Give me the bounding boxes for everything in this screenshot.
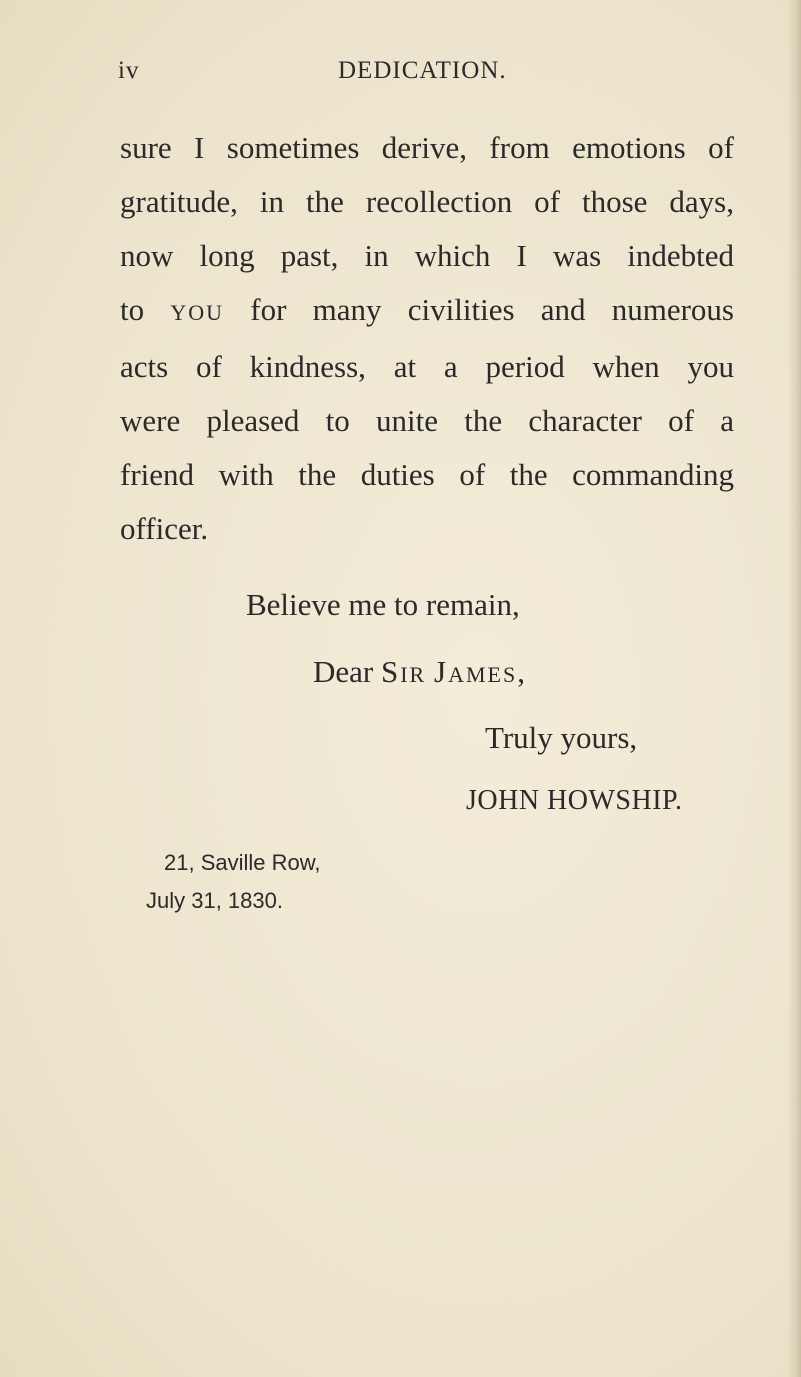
body-line-5: acts of kindness, at a period when you xyxy=(120,349,734,384)
signature-name: JOHN HOWSHIP. xyxy=(466,785,683,816)
body-line-7: friend with the duties of the commanding xyxy=(120,457,734,492)
closing-believe: Believe me to remain, xyxy=(246,587,520,622)
salutation-dear: Dear xyxy=(313,654,374,689)
page-header xyxy=(0,57,801,91)
body-line-4 xyxy=(120,283,734,340)
address-date: July 31, 1830. xyxy=(146,888,283,913)
valediction: Truly yours, xyxy=(485,720,638,755)
body-line-2: gratitude, in the recollection of those days, xyxy=(120,184,734,219)
body-line-6: were pleased to unite the character of a xyxy=(120,403,734,438)
salutation-s: S xyxy=(380,654,401,689)
salutation-ir: IR xyxy=(400,662,427,687)
page-number: iv xyxy=(118,57,140,84)
small-caps-you: YOU xyxy=(170,300,225,325)
body-line-4-end: for many civilities and numerous xyxy=(250,292,734,327)
body-line-1: sure I sometimes derive, from emotions of xyxy=(120,130,734,165)
page-edge-shadow xyxy=(787,0,801,1377)
body-line-8: officer. xyxy=(120,511,209,546)
salutation xyxy=(313,654,525,690)
body-line-3: now long past, in which I was indebted xyxy=(120,238,734,273)
running-head: DEDICATION. xyxy=(338,57,507,84)
salutation-comma: , xyxy=(517,654,525,689)
body-line-4-start: to xyxy=(120,292,145,327)
salutation-ames: AMES xyxy=(448,662,518,687)
address-street: 21, Saville Row, xyxy=(164,850,321,875)
salutation-j: J xyxy=(433,654,449,689)
dedication-body xyxy=(120,121,734,556)
